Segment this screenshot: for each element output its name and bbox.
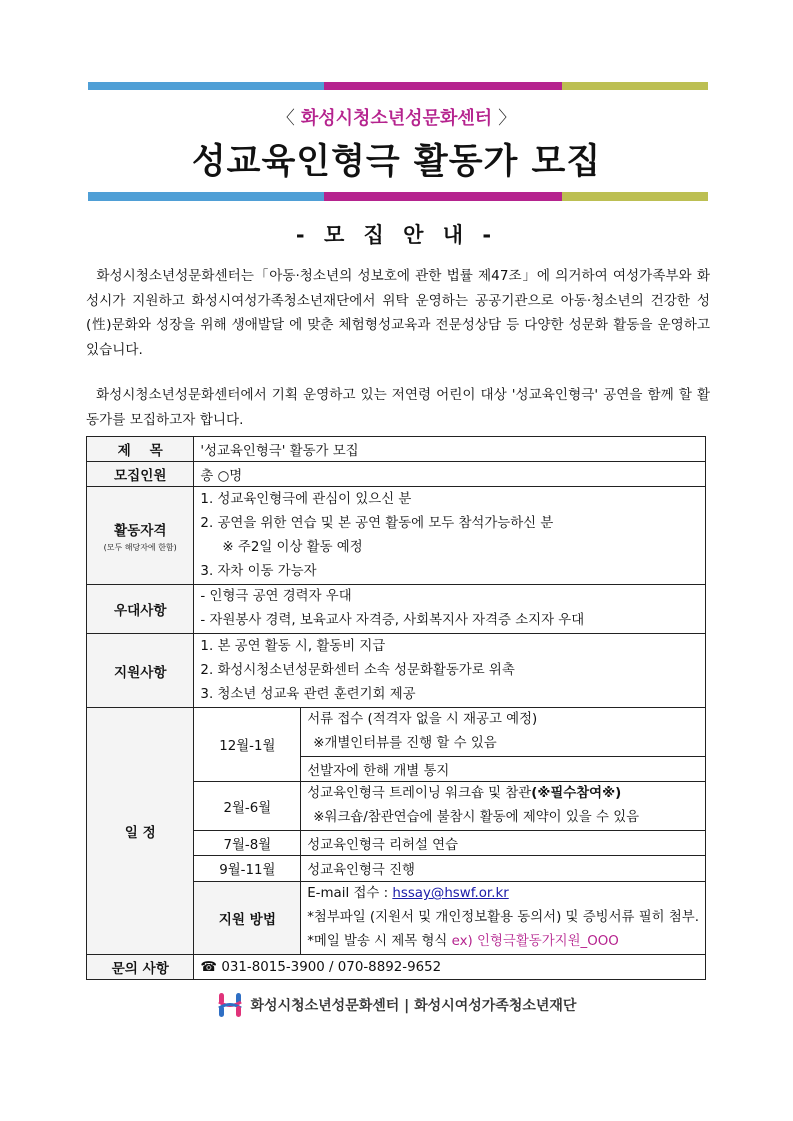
qualification-item: 1. 성교육인형극에 관심이 있으신 분 (200, 491, 412, 507)
schedule-detail (301, 708, 706, 757)
schedule-detail: 성교육인형극 진행 (301, 856, 706, 882)
schedule-period: 2월-6월 (194, 782, 301, 831)
support-value (194, 634, 706, 708)
schedule-text: ※워크숍/참관연습에 불참시 활동에 제약이 있을 수 있음 (313, 810, 640, 825)
title-label (87, 437, 194, 462)
contact-value (194, 955, 706, 980)
subject-prefix: *메일 발송 시 제목 형식 (307, 934, 452, 949)
table-row-support (87, 634, 706, 708)
intro-paragraph-1 (86, 264, 710, 362)
title-label-text: 제 목 (117, 443, 163, 459)
intro-paragraph-1-text: 화성시청소년성문화센터는「아동·청소년의 성보호에 관한 법률 제47조」에 의거하여 여성가족부와 화성시가 지원하고 화성시여성가족청소년재단에서 위탁 운영하는 공공기관으로 아동·청소년의 건강한 성(性)문화와 성장을 위해 생애발달 에 맞춘 체험형성교육과 전문성상담 등 다양한 성문화 활동을 운영하고 있습니다. (86, 268, 710, 358)
subject-example: ex) 인형극활동가지원_OOO (451, 934, 619, 949)
top-color-bar (88, 82, 708, 90)
bar-segment-olive (562, 192, 708, 201)
schedule-label: 일 정 (87, 708, 194, 955)
org-name: 화성시청소년성문화센터 (300, 108, 493, 129)
contact-label: 문의 사항 (87, 955, 194, 980)
email-prefix: E-mail 접수 : (307, 886, 393, 901)
org-title (0, 104, 793, 130)
bracket-right: 〉 (498, 108, 517, 129)
section-heading: - 모 집 안 내 - (295, 223, 498, 247)
bracket-left: 〈 (276, 108, 295, 129)
support-item: 3. 청소년 성교육 관련 훈련기회 제공 (200, 686, 416, 702)
apply-label: 지원 방법 (194, 882, 301, 955)
bar-segment-olive (562, 82, 708, 90)
qualification-item: 3. 자차 이동 가능자 (200, 563, 317, 579)
apply-value (301, 882, 706, 955)
page-title: 성교육인형극 활동가 모집 (191, 142, 602, 182)
qualification-label (87, 487, 194, 585)
schedule-text: ※개별인터뷰를 진행 할 수 있음 (313, 736, 497, 751)
schedule-text: 서류 접수 (적격자 없을 시 재공고 예정) (307, 712, 538, 727)
schedule-detail: 선발자에 한해 개별 통지 (301, 757, 706, 782)
preference-label: 우대사항 (87, 585, 194, 634)
preference-item: - 인형극 공연 경력자 우대 (200, 589, 352, 604)
preference-value (194, 585, 706, 634)
foundation-logo-icon (217, 991, 243, 1019)
footer-text: 화성시청소년성문화센터 | 화성시여성가족청소년재단 (250, 998, 577, 1014)
apply-attachment-note: *첨부파일 (지원서 및 개인정보활용 동의서) 및 증빙서류 필히 첨부. (307, 910, 699, 925)
schedule-detail: 성교육인형극 리허설 연습 (301, 831, 706, 856)
support-item: 1. 본 공연 활동 시, 활동비 지급 (200, 638, 386, 654)
table-row-recruit (87, 462, 706, 487)
bar-segment-blue (88, 82, 324, 90)
table-row-schedule-1 (87, 708, 706, 757)
qualification-label-text: 활동자격 (113, 522, 167, 539)
support-label: 지원사항 (87, 634, 194, 708)
qualification-value (194, 487, 706, 585)
schedule-period: 12월-1월 (194, 708, 301, 782)
schedule-text (307, 782, 699, 806)
schedule-period: 9월-11월 (194, 856, 301, 882)
qualification-item: 2. 공연을 위한 연습 및 본 공연 활동에 모두 참석가능하신 분 (200, 515, 554, 531)
recruit-value: 총 ○명 (194, 462, 706, 487)
mandatory-note: (※필수참여※) (531, 786, 622, 801)
schedule-text-prefix: 성교육인형극 트레이닝 워크숍 및 참관 (307, 786, 532, 801)
title-value: '성교육인형극' 활동가 모집 (194, 437, 706, 462)
phone-icon: ☎ (200, 959, 218, 975)
table-row-preference (87, 585, 706, 634)
qualification-note: (모두 해당자에 한함) (103, 542, 177, 552)
table-row-title (87, 437, 706, 462)
footer (0, 990, 793, 1020)
apply-subject-line (307, 930, 699, 954)
intro-paragraph-2 (86, 383, 710, 432)
table-row-qualification (87, 487, 706, 585)
contact-number: 031-8015-3900 / 070-8892-9652 (221, 959, 442, 975)
bar-segment-magenta (324, 192, 563, 201)
info-table (86, 436, 706, 980)
qualification-item: ※ 주2일 이상 활동 예정 (222, 539, 363, 555)
preference-item: - 자원봉사 경력, 보육교사 자격증, 사회복지사 자격증 소지자 우대 (200, 613, 585, 628)
recruit-label: 모집인원 (87, 462, 194, 487)
bar-segment-blue (88, 192, 324, 201)
schedule-detail (301, 782, 706, 831)
schedule-period: 7월-8월 (194, 831, 301, 856)
apply-email-line (307, 882, 699, 906)
table-row-contact (87, 955, 706, 980)
email-link[interactable]: hssay@hswf.or.kr (392, 886, 509, 901)
bar-segment-magenta (324, 82, 563, 90)
intro-paragraph-2-text: 화성시청소년성문화센터에서 기획 운영하고 있는 저연령 어린이 대상 '성교육인형극' 공연을 함께 할 활동가를 모집하고자 합니다. (86, 387, 710, 428)
support-item: 2. 화성시청소년성문화센터 소속 성문화활동가로 위촉 (200, 662, 515, 678)
bottom-color-bar (88, 192, 708, 201)
